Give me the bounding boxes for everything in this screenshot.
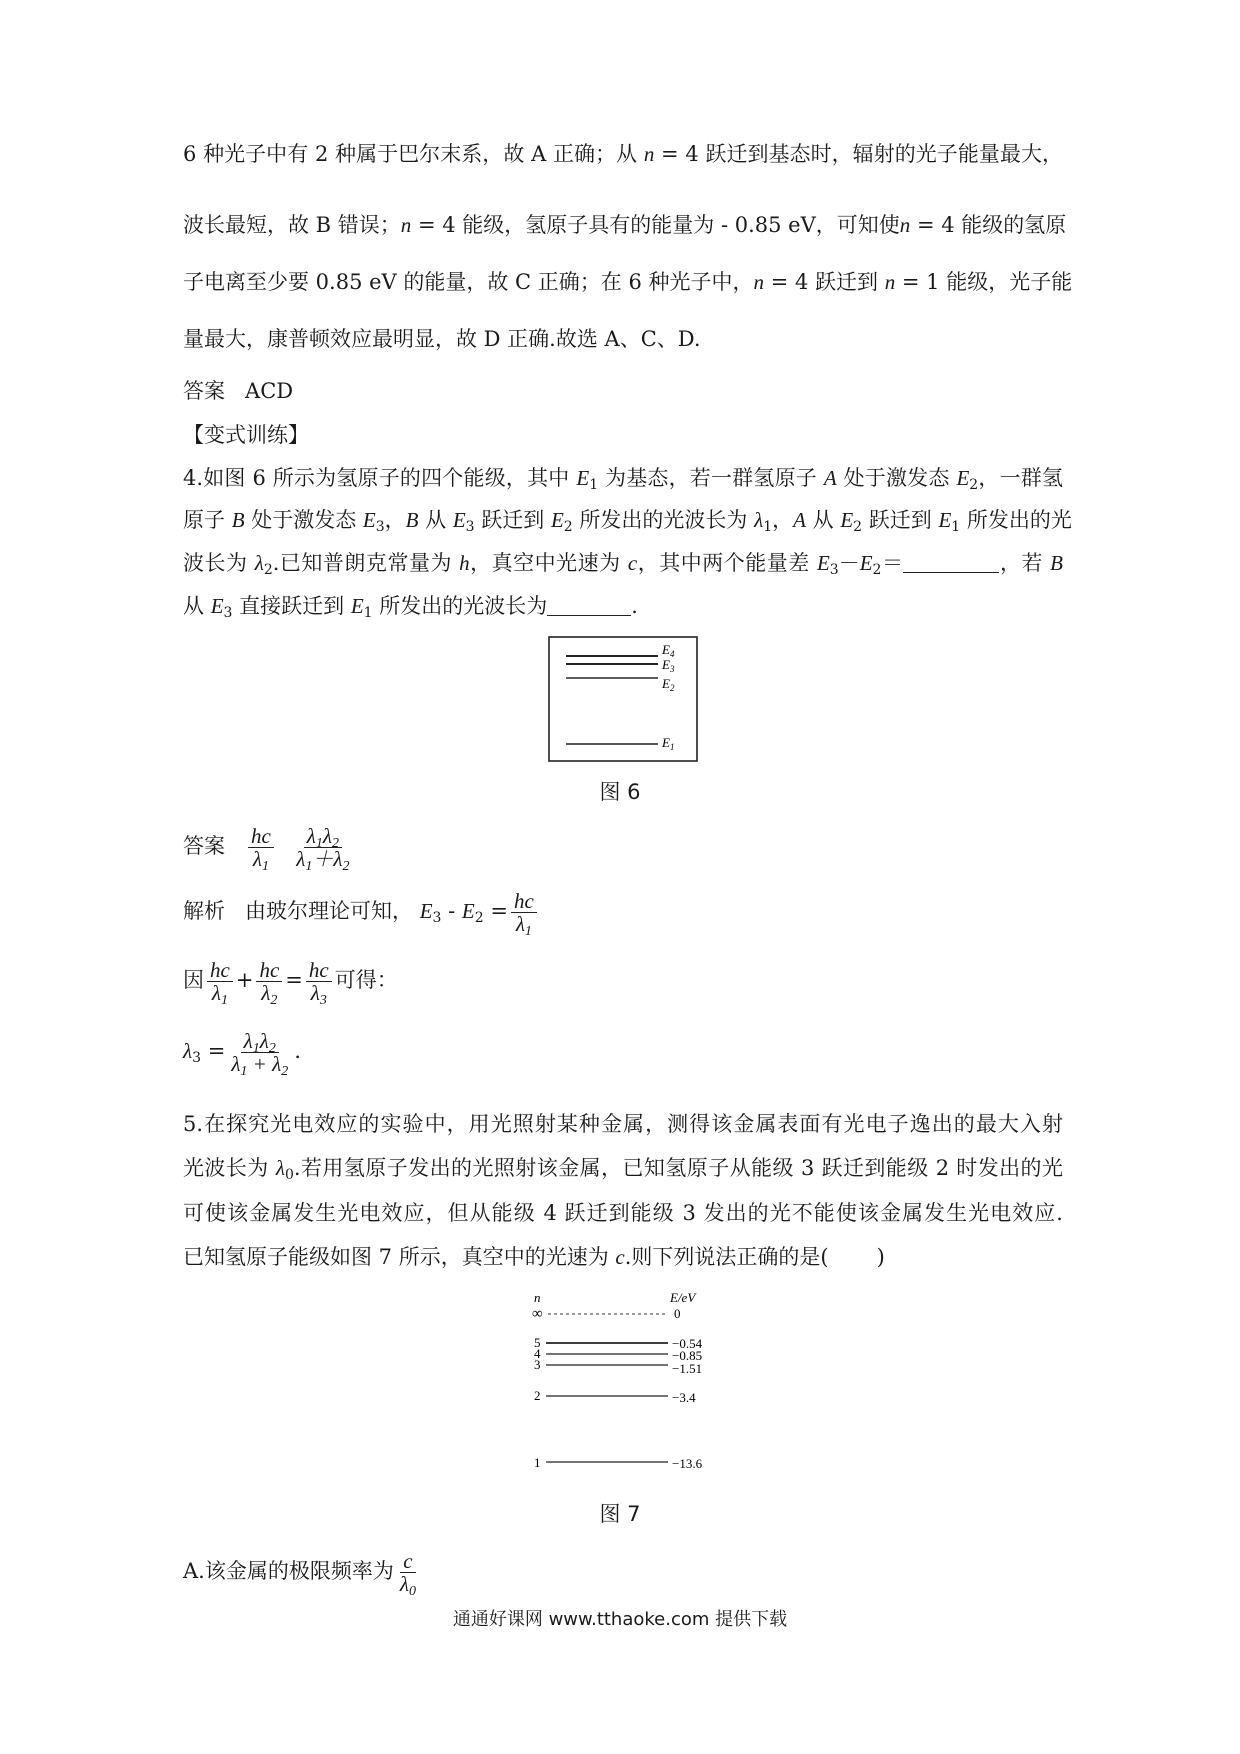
- text: 直接跃迁到: [239, 594, 345, 618]
- text: ，若: [999, 551, 1043, 575]
- get-text: 可得：: [334, 968, 398, 992]
- because-text: 因: [183, 968, 204, 992]
- level-n-2: 2: [534, 1388, 541, 1403]
- text: 量最大，康普顿效应最明显，故 D 正确.故选 A、C、D.: [183, 327, 701, 351]
- text: 从: [812, 508, 834, 532]
- text: 已知氢原子能级如图 7 所示，真空中的光速为: [183, 1245, 609, 1269]
- answer-blank-1[interactable]: [903, 572, 999, 573]
- figure-6-caption: 图 6: [599, 780, 641, 804]
- text: ，一群氢: [978, 466, 1063, 490]
- q5-option-a: [183, 1546, 1063, 1599]
- energy-level-figure-6: [548, 636, 698, 764]
- answer-label: 答案: [183, 379, 225, 403]
- analysis-label: 解析: [183, 899, 225, 923]
- level-label-e2: $E_2$: [662, 676, 675, 693]
- q5-line-1: [183, 1110, 1063, 1138]
- relation-fraction-1: $\frac{hc}{\lambda_1}$: [207, 959, 233, 1004]
- q5-line-2: 光波长为 $\lambda_0$.若用氢原子发出的光照射该金属，已知氢原子从能级 3 跃迁到能级 2 时发出的光: [183, 1156, 1063, 1183]
- level-label-e4: $E_4$: [662, 642, 675, 659]
- text: 原子: [183, 508, 225, 532]
- option-a-fraction: $\frac{c}{\lambda_0}$: [399, 1549, 416, 1599]
- relation-fraction-3: $\frac{hc}{\lambda_3}$: [306, 959, 332, 1004]
- text: 所发出的光: [966, 508, 1072, 532]
- level-n-4: 4: [534, 1346, 541, 1361]
- analysis-fraction: $\frac{hc}{\lambda_1}$: [511, 890, 537, 935]
- level-e-1: −13.6: [672, 1456, 703, 1471]
- n-axis-label: n: [534, 1290, 541, 1305]
- answer-blank-2[interactable]: [547, 615, 631, 616]
- text: .已知普朗克常量为: [272, 551, 452, 575]
- text: 从: [425, 508, 447, 532]
- text: = 1 能级，光子能: [901, 270, 1073, 294]
- prev-solution-line-1: 6 种光子中有 2 种属于巴尔末系，故 A 正确；从 n = 4 跃迁到基态时，辐射的光子能量最大，: [183, 142, 1063, 166]
- level-label-e3: $E_3$: [662, 657, 675, 674]
- level-e-5: −0.54: [672, 1336, 703, 1351]
- q4-answer: [183, 821, 1063, 874]
- prev-solution-line-4: [183, 325, 1063, 353]
- text: ，真空中光速为: [469, 551, 621, 575]
- answer-label: 答案: [183, 834, 225, 858]
- level-n-3: 3: [534, 1357, 541, 1372]
- q4-result: $\lambda_3$ = $\frac{\lambda_1\lambda_2}{\lambda_1 + \lambda_2}$ .: [183, 1029, 301, 1079]
- text: 光波长为: [183, 1156, 269, 1180]
- answer-value: ACD: [245, 379, 294, 403]
- figure-7-caption: 图 7: [599, 1502, 641, 1526]
- answer-fraction-2: $\frac{\lambda_1\lambda_2}{\lambda_1+\lambda_2}$: [296, 824, 350, 874]
- text: ): [876, 1245, 885, 1269]
- text: 从: [183, 594, 204, 618]
- text: 跃迁到: [481, 508, 545, 532]
- answer-fraction-1: $\frac{hc}{\lambda_1}$: [248, 825, 274, 870]
- q5-line-3: [183, 1199, 1063, 1227]
- text: ，其中两个能量差: [637, 551, 810, 575]
- text: 所发出的光波长为: [379, 594, 548, 618]
- level-e-4: −0.85: [672, 1348, 703, 1363]
- text: 波长最短，故 B 错误；: [183, 213, 401, 237]
- text: = 4 能级的氢原: [916, 213, 1067, 237]
- prev-solution-line-3: 子电离至少要 0.85 eV 的能量，故 C 正确；在 6 种光子中，n = 4 跃迁到 n = 1 能级，光子能: [183, 270, 1073, 294]
- energy-axis-label: E/eV: [670, 1290, 696, 1305]
- q4-relation: 因 $\frac{hc}{\lambda_1}$ + $\frac{hc}{\lambda_2}$ = $\frac{hc}{\lambda_3}$ 可得：: [183, 958, 398, 1008]
- text: 波长为: [183, 551, 248, 575]
- q4-line-2: 原子 B 处于激发态 $E_3$，B 从 $E_3$ 跃迁到 $E_2$ 所发出的光波长为 $\lambda_1$，A 从 $E_2$ 跃迁到 $E_1$ 所发出的光: [183, 508, 1072, 535]
- text: ，: [384, 508, 406, 532]
- text: = 4 能级，氢原子具有的能量为 - 0.85 eV，可知使: [417, 213, 900, 237]
- level-e-2: −3.4: [672, 1390, 696, 1405]
- q4-analysis: 解析 由玻尔理论可知， $E_3 - E_2$ = $\frac{hc}{\lambda_1}$: [183, 886, 1063, 936]
- level-n-1: 1: [534, 1455, 541, 1470]
- text: .若用氢原子发出的光照射该金属，已知氢原子从能级 3 跃迁到能级 2 时发出的光: [293, 1156, 1063, 1180]
- text: 可使该金属发生光电效应，但从能级 4 跃迁到能级 3 发出的光不能使该金属发生光电效应.: [183, 1201, 1063, 1225]
- level-e-3: −1.51: [672, 1361, 703, 1376]
- option-a-text: A.该金属的极限频率为: [183, 1559, 394, 1583]
- text: = 4 跃迁到基态时，辐射的光子能量最大，: [661, 142, 1063, 166]
- text: 子电离至少要 0.85 eV 的能量，故 C 正确；在 6 种光子中，: [183, 270, 754, 294]
- text: 4.如图 6 所示为氢原子的四个能级，其中: [183, 466, 570, 490]
- result-fraction: $\frac{\lambda_1\lambda_2}{\lambda_1 + \lambda_2}$: [231, 1029, 289, 1079]
- level-n-inf: ∞: [532, 1306, 543, 1322]
- q4-line-3: 波长为 $\lambda_2$.已知普朗克常量为 h，真空中光速为 c，其中两个能量差 $E_3-E_2=$ ，若 B: [183, 551, 1063, 578]
- level-n-5: 5: [534, 1335, 541, 1350]
- page-footer: 通通好课网 www.tthaoke.com 提供下载: [452, 1609, 788, 1630]
- text: = 4 跃迁到: [770, 270, 879, 294]
- prev-answer: [183, 377, 1063, 405]
- text: 处于激发态: [251, 508, 357, 532]
- text: 所发出的光波长为: [579, 508, 748, 532]
- text: 6 种光子中有 2 种属于巴尔末系，故 A 正确；从: [183, 142, 638, 166]
- heading-text: 【变式训练】: [183, 423, 309, 447]
- level-label-e1: $E_1$: [662, 735, 675, 752]
- relation-fraction-2: $\frac{hc}{\lambda_2}$: [256, 959, 282, 1004]
- text: 跃迁到: [868, 508, 932, 532]
- text: ，: [772, 508, 794, 532]
- energy-level-figure-7: [528, 1290, 728, 1482]
- q4-line-1: 4.如图 6 所示为氢原子的四个能级，其中 $E_1$ 为基态，若一群氢原子 A 处于激发态 $E_2$，一群氢: [183, 466, 1063, 493]
- analysis-text: 由玻尔理论可知，: [245, 899, 414, 923]
- q5-line-4: 已知氢原子能级如图 7 所示，真空中的光速为 c.则下列说法正确的是( ): [183, 1245, 885, 1269]
- variant-heading: [183, 421, 1063, 449]
- text: 为基态，若一群氢原子: [605, 466, 817, 490]
- text: .则下列说法正确的是(: [624, 1245, 829, 1269]
- text: 5.在探究光电效应的实验中，用光照射某种金属，测得该金属表面有光电子逸出的最大入射: [183, 1112, 1063, 1136]
- level-e-inf: 0: [674, 1306, 681, 1321]
- prev-solution-line-2: 波长最短，故 B 错误；n = 4 能级，氢原子具有的能量为 - 0.85 eV，可知使n = 4 能级的氢原: [183, 213, 1067, 237]
- text: 处于激发态: [843, 466, 950, 490]
- q4-line-4: 从 $E_3$ 直接跃迁到 $E_1$ 所发出的光波长为 .: [183, 594, 638, 621]
